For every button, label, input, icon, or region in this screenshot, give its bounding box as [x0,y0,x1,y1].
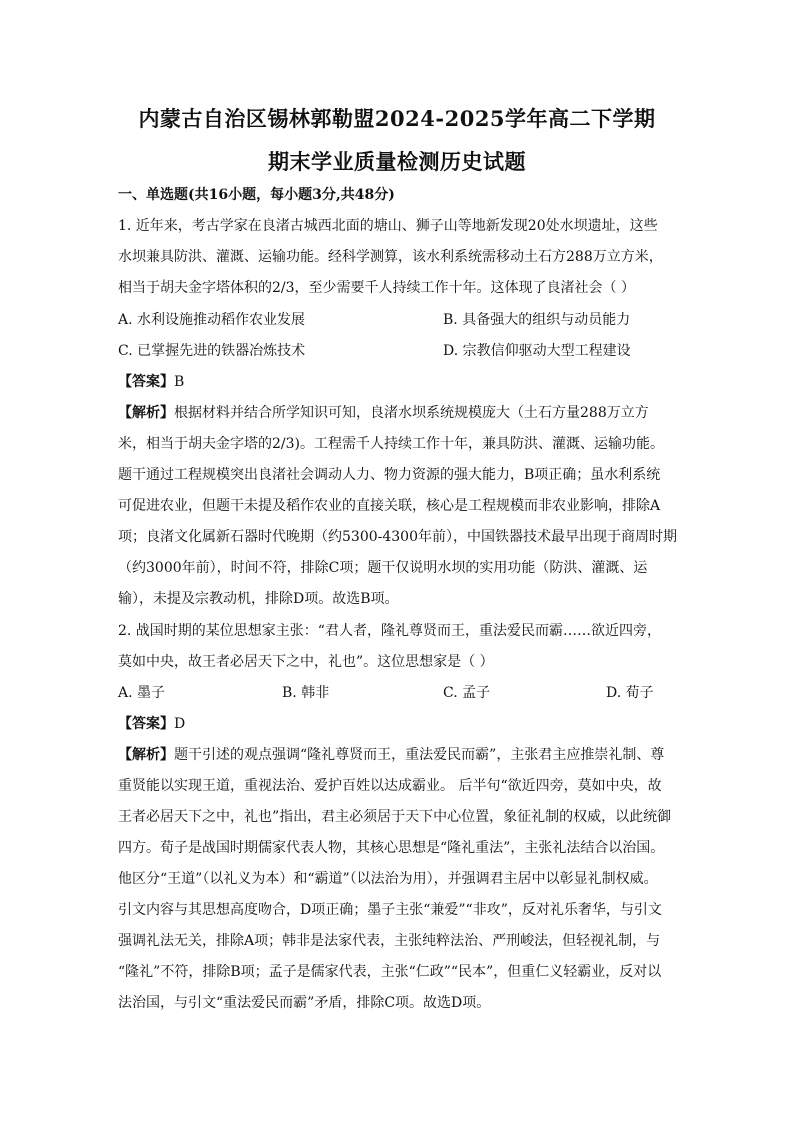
q2-option-d: D. 荀子 [606,685,654,701]
q1-stem-line-2: 水坝兼具防洪、灌溉、运输功能。经科学测算，该水利系统需移动土石方288万立方米， [118,249,663,265]
q2-analysis-line-5: 他区分“王道”（以礼义为本）和“霸道”（以法治为用），并强调君主居中以彰显礼制权威。 [118,871,658,887]
q2-analysis-label: 【解析】 [118,747,174,763]
q1-answer-value: B [174,374,185,390]
q2-analysis-line-2: 重贤能以实现王道，重视法治、爱护百姓以达成霸业。 后半句“欲近四旁，莫如中央，故 [118,778,662,794]
q2-option-c: C. 孟子 [443,685,491,701]
q1-analysis-line-2: 米，相当于胡夫金字塔的2/3)。工程需千人持续工作十年，兼具防洪、灌溉、运输功能。 [118,436,664,452]
q1-option-b: B. 具备强大的组织与动员能力 [443,312,631,328]
q1-analysis-line-4: 可促进农业，但题干未提及稻作农业的直接关联，核心是工程规模而非农业影响，排除A [118,498,661,514]
q2-option-a: A. 墨子 [118,685,166,701]
section-header: 一、单选题(共16小题，每小题3分,共48分) [118,187,395,203]
q2-analysis-line-9: 法治国，与引文“重法爱民而霸”矛盾，排除C项。故选D项。 [118,995,491,1011]
q2-option-b: B. 韩非 [282,685,330,701]
q2-analysis-line-3: 王者必居天下之中，礼也”指出，君主必须居于天下中心位置，象征礼制的权威，以此统御 [118,809,672,825]
q1-analysis-label: 【解析】 [118,405,174,421]
q1-analysis-line-5: 项；良渚文化属新石器时代晚期（约5300-4300年前），中国铁器技术最早出现于商周时期 [118,529,677,545]
q1-analysis-line-3: 题干通过工程规模突出良渚社会调动人力、物力资源的强大能力，B项正确；虽水利系统 [118,467,661,483]
q1-analysis-line-7: 输），未提及宗教动机，排除D项。故选B项。 [118,591,399,607]
q2-analysis-line-8: “隆礼”不符，排除B项；孟子是儒家代表，主张“仁政”“民本”，但重仁义轻霸业，反对以 [118,964,662,980]
q2-answer-label: 【答案】 [118,716,174,732]
q1-analysis-line-6: （约3000年前），时间不符，排除C项；题干仅说明水坝的实用功能（防洪、灌溉、运 [118,560,648,576]
document-title-line-2: 期末学业质量检测历史试题 [268,149,526,174]
q2-stem-line-1: 2. 战国时期的某位思想家主张：“君人者，隆礼尊贤而王，重法爱民而霸……欲近四旁， [118,623,661,639]
q2-analysis-line-1 [118,746,664,764]
q1-option-c: C. 已掌握先进的铁器冶炼技术 [118,343,306,359]
q1-stem-line-1: 1. 近年来，考古学家在良渚古城西北面的塘山、狮子山等地新发现20处水坝遗址，这些 [118,218,658,234]
q2-answer [118,715,185,733]
q1-option-a: A. 水利设施推动稻作农业发展 [118,312,306,328]
q1-option-d: D. 宗教信仰驱动大型工程建设 [443,343,631,359]
q2-analysis-line-6: 引文内容与其思想高度吻合，D项正确；墨子主张“兼爱”“非攻”，反对礼乐奢华，与引文 [118,902,662,918]
q2-answer-value: D [174,716,186,732]
q2-analysis-line-4: 四方。荀子是战国时期儒家代表人物，其核心思想是“隆礼重法”，主张礼法结合以治国。 [118,840,665,856]
q2-analysis-text-1: 题干引述的观点强调“隆礼尊贤而王，重法爱民而霸”，主张君主应推崇礼制、尊 [174,747,665,763]
q1-answer-label: 【答案】 [118,374,174,390]
q2-analysis-line-7: 强调礼法无关，排除A项；韩非是法家代表，主张纯粹法治、严刑峻法，但轻视礼制，与 [118,933,661,949]
q1-analysis-text-1: 根据材料并结合所学知识可知，良渚水坝系统规模庞大（土石方量288万立方 [174,405,649,421]
q1-stem-line-3: 相当于胡夫金字塔体积的2/3，至少需要千人持续工作十年。这体现了良渚社会（ ） [118,280,635,296]
document-title-line-1: 内蒙古自治区锡林郭勒盟2024-2025学年高二下学期 [138,106,656,131]
q1-analysis-line-1 [118,404,649,422]
q2-stem-line-2: 莫如中央，故王者必居天下之中，礼也”。这位思想家是（ ） [118,654,494,670]
q1-answer [118,373,184,391]
